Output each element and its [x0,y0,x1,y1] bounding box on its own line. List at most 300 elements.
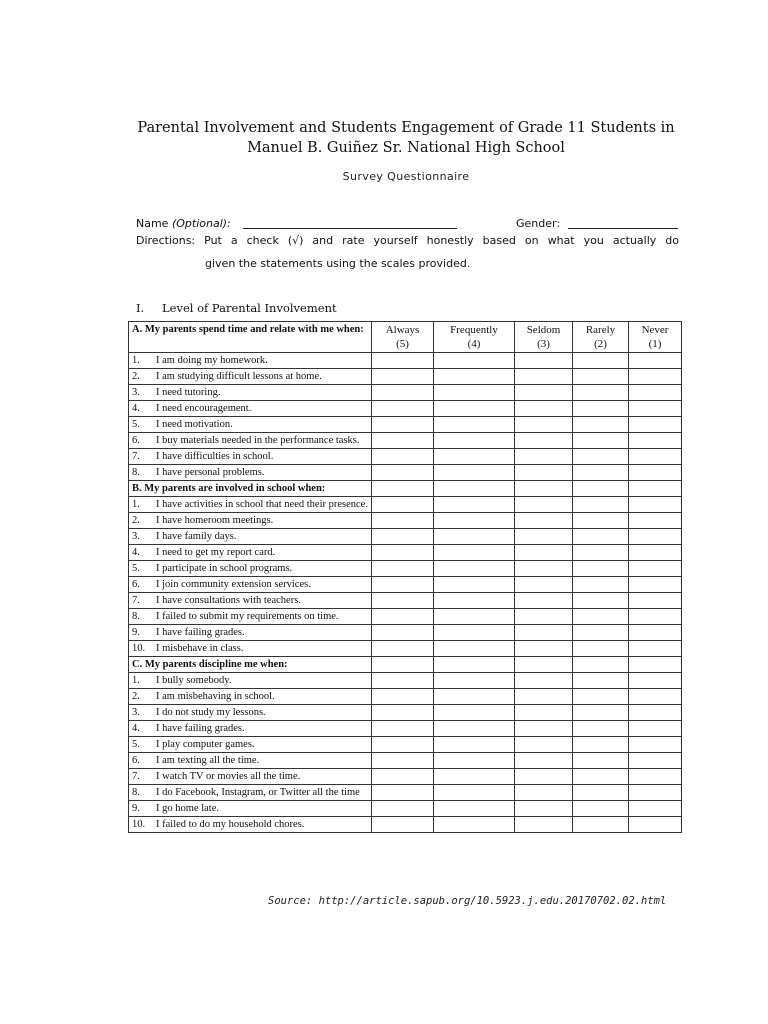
question-cell [129,673,372,689]
scale-value: (3) [537,338,550,350]
rating-cell[interactable] [629,641,682,657]
rating-cell[interactable] [629,737,682,753]
rating-cell[interactable] [372,369,434,385]
question-cell [129,385,372,401]
rating-cell[interactable] [573,545,629,561]
table-row [129,561,682,577]
question-cell [129,705,372,721]
rating-cell[interactable] [372,577,434,593]
question-text: I have failing grades. [156,627,245,638]
rating-cell[interactable] [629,401,682,417]
question-number: 7. [132,451,140,462]
table-row [129,641,682,657]
question-text: I join community extension services. [156,579,311,590]
rating-cell[interactable] [629,705,682,721]
question-cell [129,737,372,753]
rating-cell[interactable] [434,689,515,705]
rating-cell[interactable] [434,369,515,385]
rating-cell[interactable] [515,417,573,433]
question-number: 4. [132,723,140,734]
rating-cell[interactable] [573,625,629,641]
gender-field-line[interactable] [568,228,678,229]
title-line-1: Parental Involvement and Students Engagement of Grade 11 Students in [137,120,675,136]
section-header-row [129,481,682,497]
rating-cell[interactable] [372,753,434,769]
rating-cell[interactable] [515,449,573,465]
section-header-row [129,657,682,673]
name-optional-label: (Optional): [171,217,231,230]
rating-cell[interactable] [434,497,515,513]
table-row [129,433,682,449]
rating-cell[interactable] [573,465,629,481]
rating-cell[interactable] [573,785,629,801]
rating-cell[interactable] [515,801,573,817]
survey-table [128,321,682,833]
rating-cell[interactable] [515,561,573,577]
document-title [90,118,722,158]
rating-cell[interactable] [434,753,515,769]
table-row [129,417,682,433]
question-number: 8. [132,611,140,622]
question-number: 2. [132,371,140,382]
table-row [129,705,682,721]
question-text: I am studying difficult lessons at home. [156,371,322,382]
rating-cell[interactable] [372,657,434,673]
question-text: I do Facebook, Instagram, or Twitter all the time [156,787,360,798]
rating-cell[interactable] [434,545,515,561]
rating-cell[interactable] [372,785,434,801]
table-row [129,609,682,625]
rating-cell[interactable] [434,609,515,625]
rating-cell[interactable] [372,513,434,529]
question-text: I have activities in school that need their presence. [156,499,368,510]
directions-line-2: given the statements using the scales provided. [205,257,471,270]
rating-cell[interactable] [573,721,629,737]
question-number: 9. [132,803,140,814]
question-cell [129,593,372,609]
rating-cell[interactable] [434,705,515,721]
rating-cell[interactable] [434,449,515,465]
gender-label: Gender: [516,217,561,230]
rating-cell[interactable] [434,625,515,641]
source-citation: Source: http://article.sapub.org/10.5923.j.edu.20170702.02.html [268,895,667,907]
rating-cell[interactable] [515,737,573,753]
question-number: 8. [132,467,140,478]
question-cell [129,465,372,481]
rating-cell[interactable] [434,641,515,657]
name-gender-row [136,217,681,233]
rating-cell[interactable] [629,369,682,385]
rating-cell[interactable] [573,769,629,785]
table-row [129,625,682,641]
rating-cell[interactable] [573,609,629,625]
question-number: 6. [132,579,140,590]
table-row [129,769,682,785]
question-cell [129,369,372,385]
section-header-row [129,322,682,353]
rating-cell[interactable] [515,577,573,593]
section-header-b: B. My parents are involved in school when: [129,481,372,497]
scale-value: (2) [594,338,607,350]
scale-label: Rarely [585,324,616,336]
question-number: 1. [132,355,140,366]
rating-cell[interactable] [434,513,515,529]
scale-label: Never [641,324,669,336]
rating-cell[interactable] [372,593,434,609]
rating-cell[interactable] [629,817,682,833]
directions-line-1: Directions: Put a check (√) and rate yourself honestly based on what you actually do [136,234,679,247]
rating-cell[interactable] [372,641,434,657]
rating-cell[interactable] [372,625,434,641]
question-text: I go home late. [156,803,219,814]
rating-cell[interactable] [372,465,434,481]
rating-cell[interactable] [515,465,573,481]
rating-cell[interactable] [434,481,515,497]
scale-header-2 [515,322,573,353]
table-row [129,673,682,689]
question-cell [129,497,372,513]
rating-cell[interactable] [434,353,515,369]
rating-cell[interactable] [573,801,629,817]
rating-cell[interactable] [372,673,434,689]
rating-cell[interactable] [573,593,629,609]
rating-cell[interactable] [515,769,573,785]
scale-value: (4) [467,338,481,350]
question-text: I need to get my report card. [156,547,276,558]
rating-cell[interactable] [515,705,573,721]
rating-cell[interactable] [372,721,434,737]
question-number: 7. [132,595,140,606]
rating-cell[interactable] [372,609,434,625]
rating-cell[interactable] [629,625,682,641]
question-number: 3. [132,707,140,718]
question-cell [129,753,372,769]
question-text: I have personal problems. [156,467,265,478]
rating-cell[interactable] [372,401,434,417]
rating-cell[interactable] [573,513,629,529]
rating-cell[interactable] [629,657,682,673]
question-cell [129,577,372,593]
question-number: 10. [132,643,146,654]
question-number: 7. [132,771,140,782]
question-cell [129,769,372,785]
rating-cell[interactable] [515,721,573,737]
question-text: I play computer games. [156,739,255,750]
scale-label: Always [385,324,420,336]
rating-cell[interactable] [372,769,434,785]
rating-cell[interactable] [515,369,573,385]
rating-cell[interactable] [629,481,682,497]
rating-cell[interactable] [515,353,573,369]
question-text: I misbehave in class. [156,643,244,654]
question-text: I am misbehaving in school. [156,691,275,702]
question-number: 6. [132,755,140,766]
rating-cell[interactable] [629,801,682,817]
table-row [129,465,682,481]
question-text: I failed to do my household chores. [156,819,305,830]
rating-cell[interactable] [629,465,682,481]
rating-cell[interactable] [573,577,629,593]
rating-cell[interactable] [573,497,629,513]
rating-cell[interactable] [372,481,434,497]
table-row [129,689,682,705]
rating-cell[interactable] [372,545,434,561]
rating-cell[interactable] [629,721,682,737]
rating-cell[interactable] [573,561,629,577]
table-row [129,529,682,545]
rating-cell[interactable] [629,785,682,801]
rating-cell[interactable] [573,401,629,417]
rating-cell[interactable] [629,353,682,369]
table-row [129,817,682,833]
rating-cell[interactable] [434,801,515,817]
section-title: Level of Parental Involvement [162,301,337,315]
rating-cell[interactable] [573,689,629,705]
question-cell [129,513,372,529]
rating-cell[interactable] [573,529,629,545]
rating-cell[interactable] [629,417,682,433]
question-cell [129,625,372,641]
question-cell [129,689,372,705]
question-text: I have consultations with teachers. [156,595,301,606]
table-row [129,497,682,513]
rating-cell[interactable] [573,417,629,433]
scale-value: (1) [648,338,662,350]
rating-cell[interactable] [629,689,682,705]
question-number: 2. [132,691,140,702]
rating-cell[interactable] [629,561,682,577]
question-number: 1. [132,499,140,510]
question-number: 5. [132,563,140,574]
rating-cell[interactable] [515,513,573,529]
table-row [129,369,682,385]
question-cell [129,353,372,369]
rating-cell[interactable] [573,817,629,833]
question-number: 4. [132,403,140,414]
rating-cell[interactable] [515,401,573,417]
rating-cell[interactable] [629,593,682,609]
rating-cell[interactable] [372,817,434,833]
question-number: 9. [132,627,140,638]
question-cell [129,609,372,625]
rating-cell[interactable] [515,657,573,673]
rating-cell[interactable] [434,401,515,417]
question-text: I participate in school programs. [156,563,293,574]
rating-cell[interactable] [573,481,629,497]
question-number: 8. [132,787,140,798]
rating-cell[interactable] [515,433,573,449]
question-number: 5. [132,419,140,430]
table-row [129,721,682,737]
question-number: 10. [132,819,146,830]
question-number: 1. [132,675,140,686]
rating-cell[interactable] [573,449,629,465]
table-row [129,785,682,801]
rating-cell[interactable] [372,497,434,513]
question-number: 3. [132,531,140,542]
rating-cell[interactable] [515,497,573,513]
rating-cell[interactable] [515,625,573,641]
rating-cell[interactable] [372,705,434,721]
section-heading [136,301,337,315]
rating-cell[interactable] [573,641,629,657]
rating-cell[interactable] [372,561,434,577]
rating-cell[interactable] [372,449,434,465]
rating-cell[interactable] [372,417,434,433]
rating-cell[interactable] [515,609,573,625]
table-row [129,753,682,769]
rating-cell[interactable] [629,545,682,561]
rating-cell[interactable] [629,513,682,529]
question-cell [129,545,372,561]
question-text: I have family days. [156,531,237,542]
question-number: 4. [132,547,140,558]
rating-cell[interactable] [434,721,515,737]
section-header-a: A. My parents spend time and relate with me when: [129,322,372,353]
rating-cell[interactable] [573,753,629,769]
question-text: I have failing grades. [156,723,245,734]
question-text: I have homeroom meetings. [156,515,274,526]
rating-cell[interactable] [515,641,573,657]
table-row [129,801,682,817]
rating-cell[interactable] [434,529,515,545]
question-text: I buy materials needed in the performance tasks. [156,435,360,446]
scale-header-4 [629,322,682,353]
table-row [129,577,682,593]
rating-cell[interactable] [515,689,573,705]
rating-cell[interactable] [573,433,629,449]
rating-cell[interactable] [629,609,682,625]
scale-header-0 [372,322,434,353]
rating-cell[interactable] [573,657,629,673]
rating-cell[interactable] [434,817,515,833]
rating-cell[interactable] [629,769,682,785]
question-text: I do not study my lessons. [156,707,266,718]
rating-cell[interactable] [573,385,629,401]
question-text: I bully somebody. [156,675,232,686]
rating-cell[interactable] [515,753,573,769]
table-row [129,449,682,465]
question-cell [129,529,372,545]
scale-value: (5) [396,338,409,350]
rating-cell[interactable] [372,801,434,817]
rating-cell[interactable] [515,673,573,689]
rating-cell[interactable] [434,577,515,593]
name-field-line[interactable] [243,228,457,229]
scale-header-3 [573,322,629,353]
question-cell [129,641,372,657]
section-number: I. [136,301,145,315]
rating-cell[interactable] [434,433,515,449]
rating-cell[interactable] [629,673,682,689]
scale-label: Frequently [450,324,498,336]
rating-cell[interactable] [515,545,573,561]
section-header-c: C. My parents discipline me when: [129,657,372,673]
question-text: I am texting all the time. [156,755,260,766]
question-cell [129,801,372,817]
rating-cell[interactable] [434,769,515,785]
rating-cell[interactable] [573,353,629,369]
rating-cell[interactable] [629,753,682,769]
table-row [129,545,682,561]
rating-cell[interactable] [434,417,515,433]
question-number: 5. [132,739,140,750]
rating-cell[interactable] [515,817,573,833]
rating-cell[interactable] [434,657,515,673]
table-row [129,385,682,401]
rating-cell[interactable] [573,369,629,385]
rating-cell[interactable] [372,529,434,545]
rating-cell[interactable] [629,433,682,449]
question-text: I failed to submit my requirements on time. [156,611,339,622]
question-cell [129,561,372,577]
rating-cell[interactable] [515,785,573,801]
question-text: I need tutoring. [156,387,221,398]
question-text: I have difficulties in school. [156,451,274,462]
rating-cell[interactable] [629,449,682,465]
rating-cell[interactable] [629,577,682,593]
rating-cell[interactable] [629,497,682,513]
question-text: I need motivation. [156,419,233,430]
rating-cell[interactable] [434,593,515,609]
rating-cell[interactable] [372,737,434,753]
rating-cell[interactable] [372,353,434,369]
title-line-2: Manuel B. Guiñez Sr. National High School [247,140,565,156]
question-cell [129,417,372,433]
table-row [129,353,682,369]
scale-header-1 [434,322,515,353]
rating-cell[interactable] [573,737,629,753]
question-cell [129,433,372,449]
table-row [129,513,682,529]
rating-cell[interactable] [372,689,434,705]
table-row [129,401,682,417]
question-cell [129,401,372,417]
question-cell [129,721,372,737]
document-subtitle: Survey Questionnaire [342,170,470,183]
question-cell [129,817,372,833]
rating-cell[interactable] [372,433,434,449]
rating-cell[interactable] [573,705,629,721]
rating-cell[interactable] [434,385,515,401]
question-text: I watch TV or movies all the time. [156,771,301,782]
scale-label: Seldom [526,324,561,336]
table-row [129,593,682,609]
rating-cell[interactable] [515,481,573,497]
question-number: 6. [132,435,140,446]
rating-cell[interactable] [434,673,515,689]
rating-cell[interactable] [629,385,682,401]
rating-cell[interactable] [434,465,515,481]
name-label: Name (Optional): [136,217,231,230]
question-number: 2. [132,515,140,526]
rating-cell[interactable] [573,673,629,689]
question-cell [129,449,372,465]
question-cell [129,785,372,801]
question-text: I need encouragement. [156,403,252,414]
question-text: I am doing my homework. [156,355,268,366]
table-row [129,737,682,753]
rating-cell[interactable] [629,529,682,545]
rating-cell[interactable] [515,529,573,545]
rating-cell[interactable] [434,785,515,801]
rating-cell[interactable] [434,737,515,753]
rating-cell[interactable] [515,385,573,401]
rating-cell[interactable] [434,561,515,577]
question-number: 3. [132,387,140,398]
rating-cell[interactable] [515,593,573,609]
rating-cell[interactable] [372,385,434,401]
